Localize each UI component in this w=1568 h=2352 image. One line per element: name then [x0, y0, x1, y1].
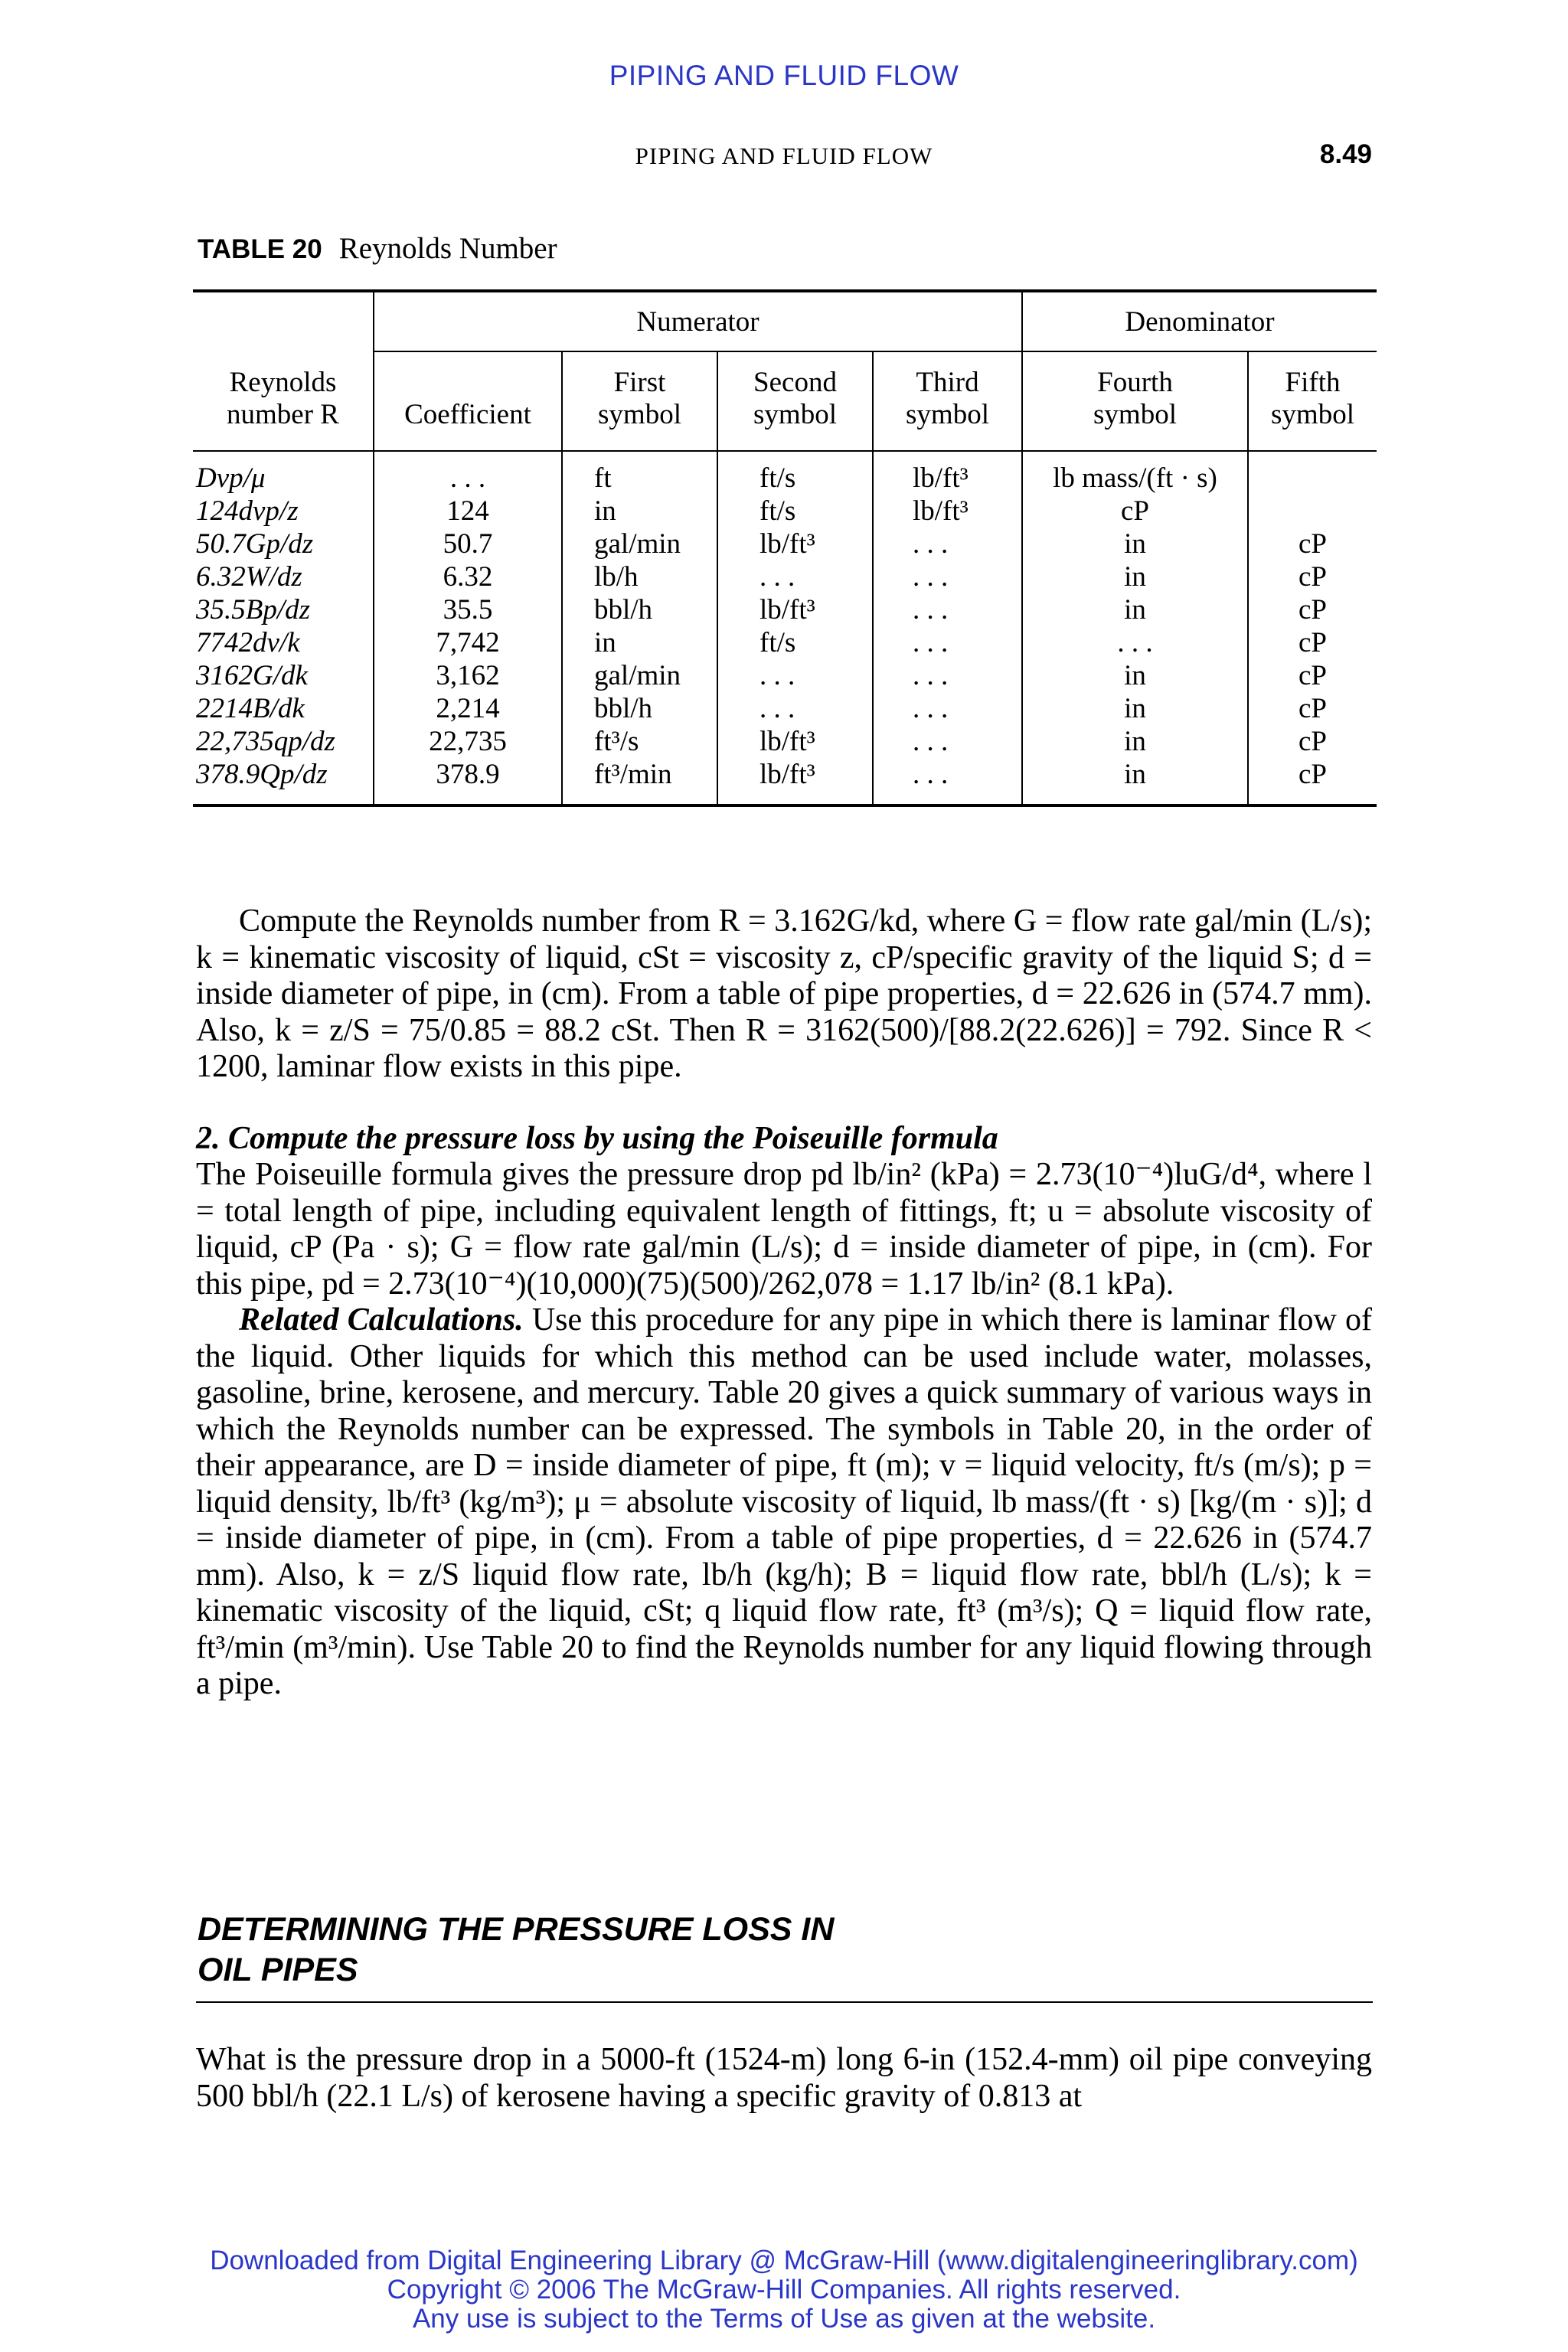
col-header-second-symbol: Second symbol	[753, 367, 837, 430]
row-5-fifth-symbol: cP	[1298, 627, 1327, 658]
row-9-third-symbol: . . .	[913, 759, 949, 790]
section-heading-line-1: DETERMINING THE PRESSURE LOSS IN	[198, 1911, 835, 1948]
related-calculations-text: Use this procedure for any pipe in which there is laminar flow of the liquid. Other liquids for which this method can be used include water, molasses, gasoline, brine, kerosene, and mercury. Table 20 gives a quick summary of various ways in which the Reynolds number can be expressed. The symbols in Table 20, in the order of their appearance, are D = inside diameter of pipe, ft (m); v = liquid velocity, ft/s (m/s); p = liquid density, lb/ft³ (kg/m³); μ = absolute viscosity of liquid, lb mass/(ft · s) [kg/(m · s)]; d = inside diameter of pipe, in (cm). From a table of pipe properties, d = 22.626 in (574.7 mm). Also, k = z/S liquid flow rate, lb/h (kg/h); B = liquid flow rate, bbl/h (L/s); k = kinematic viscosity of the liquid, cSt; q liquid flow rate, ft³ (m³/s); Q = liquid flow rate, ft³/min (m³/min). Use Table 20 to find the Reynolds number for any liquid flowing through a pipe.	[196, 1302, 1372, 1701]
row-8-fifth-symbol: cP	[1298, 726, 1327, 757]
row-2-coefficient: 50.7	[443, 528, 493, 560]
section-heading-line-2: OIL PIPES	[198, 1952, 358, 1988]
row-4-third-symbol: . . .	[913, 594, 949, 626]
row-9-first-symbol: ft³/min	[594, 759, 672, 790]
header-bottom-rule	[193, 450, 1377, 452]
row-7-reynolds: 2214B/dk	[196, 693, 305, 724]
row-6-third-symbol: . . .	[913, 660, 949, 691]
step-2-heading	[196, 1121, 1372, 1158]
row-4-fourth-symbol: in	[1124, 594, 1146, 626]
group-underline-numerator	[374, 351, 1021, 352]
row-6-second-symbol: . . .	[760, 660, 795, 691]
row-2-first-symbol: gal/min	[594, 528, 681, 560]
row-1-second-symbol: ft/s	[760, 495, 796, 527]
row-7-second-symbol: . . .	[760, 693, 795, 724]
group-underline-denominator	[1023, 351, 1377, 352]
row-5-fourth-symbol: . . .	[1117, 627, 1153, 658]
row-8-second-symbol: lb/ft³	[760, 726, 815, 757]
paragraph-reynolds-computation: Compute the Reynolds number from R = 3.162G/kd, where G = flow rate gal/min (L/s); k = kinematic viscosity of liquid, cSt = viscosity z, cP/specific gravity of the liquid S; d = inside diameter of pipe, in (cm). From a table of pipe properties, d = 22.626 in (574.7 mm). Also, k = z/S = 75/0.85 = 88.2 cSt. Then R = 3162(500)/[88.2(22.626)] = 792. Since R < 1200, laminar flow exists in this pipe.	[196, 903, 1372, 1084]
step-2-number: 2.	[196, 1120, 220, 1156]
row-5-reynolds: 7742dv/k	[196, 627, 300, 658]
paragraph-poiseuille: The Poiseuille formula gives the pressure drop pd lb/in² (kPa) = 2.73(10⁻⁴)luG/d⁴, where l = total length of pipe, including equivalent length of fittings, ft; u = absolute viscosity of liquid, cP (Pa · s); G = flow rate gal/min (L/s); d = inside diameter of pipe, in (cm). For this pipe, pd = 2.73(10⁻⁴)(10,000)(75)(500)/262,078 = 1.17 lb/in² (8.1 kPa).	[196, 1157, 1372, 1302]
footer-line-3: Any use is subject to the Terms of Use as given at the website.	[412, 2304, 1156, 2334]
row-0-reynolds: Dvp/μ	[196, 462, 266, 494]
row-0-third-symbol: lb/ft³	[913, 462, 969, 494]
row-5-first-symbol: in	[594, 627, 616, 658]
row-8-coefficient: 22,735	[429, 726, 507, 757]
row-4-first-symbol: bbl/h	[594, 594, 653, 626]
row-1-first-symbol: in	[594, 495, 616, 527]
body-text	[196, 903, 1372, 1703]
row-0-first-symbol: ft	[594, 462, 612, 494]
row-3-reynolds: 6.32W/dz	[196, 561, 302, 593]
row-0-coefficient: . . .	[449, 462, 486, 494]
section-rule	[196, 2001, 1373, 2003]
row-6-first-symbol: gal/min	[594, 660, 681, 691]
row-9-fifth-symbol: cP	[1298, 759, 1327, 790]
row-2-second-symbol: lb/ft³	[760, 528, 815, 560]
row-8-third-symbol: . . .	[913, 726, 949, 757]
row-4-second-symbol: lb/ft³	[760, 594, 815, 626]
row-5-second-symbol: ft/s	[760, 627, 796, 658]
row-3-second-symbol: . . .	[760, 561, 795, 593]
row-7-fifth-symbol: cP	[1298, 693, 1327, 724]
row-3-third-symbol: . . .	[913, 561, 949, 593]
row-2-fourth-symbol: in	[1124, 528, 1146, 560]
row-8-fourth-symbol: in	[1124, 726, 1146, 757]
col-header-reynolds: Reynolds number R	[227, 367, 339, 430]
row-6-fifth-symbol: cP	[1298, 660, 1327, 691]
row-2-fifth-symbol: cP	[1298, 528, 1327, 560]
row-7-fourth-symbol: in	[1124, 693, 1146, 724]
row-7-third-symbol: . . .	[913, 693, 949, 724]
footer	[0, 2246, 1568, 2334]
row-9-second-symbol: lb/ft³	[760, 759, 815, 790]
row-2-reynolds: 50.7Gp/dz	[196, 528, 314, 560]
row-1-fourth-symbol: cP	[1121, 495, 1149, 527]
top-banner: PIPING AND FLUID FLOW	[609, 60, 959, 91]
row-6-coefficient: 3,162	[436, 660, 500, 691]
col-header-third-symbol: Third symbol	[906, 367, 989, 430]
row-6-fourth-symbol: in	[1124, 660, 1146, 691]
footer-line-2: Copyright © 2006 The McGraw-Hill Companies. All rights reserved.	[387, 2275, 1181, 2305]
step-2-title: Compute the pressure loss by using the Poiseuille formula	[228, 1120, 998, 1156]
table-caption	[198, 231, 557, 266]
paragraph-related-calculations	[196, 1302, 1372, 1703]
running-head: PIPING AND FLUID FLOW	[635, 142, 933, 169]
footer-line-1[interactable]: Downloaded from Digital Engineering Library @ McGraw-Hill (www.digitalengineeringlibrary.com)	[210, 2246, 1358, 2275]
row-7-first-symbol: bbl/h	[594, 693, 653, 724]
row-1-reynolds: 124dvp/z	[196, 495, 299, 527]
row-8-reynolds: 22,735qp/dz	[196, 726, 335, 757]
related-calculations-label: Related Calculations.	[239, 1302, 524, 1338]
row-2-third-symbol: . . .	[913, 528, 949, 560]
section-heading	[198, 1909, 1423, 1991]
row-7-coefficient: 2,214	[436, 693, 500, 724]
row-9-fourth-symbol: in	[1124, 759, 1146, 790]
row-9-reynolds: 378.9Qp/dz	[196, 759, 328, 790]
row-6-reynolds: 3162G/dk	[196, 660, 308, 691]
row-5-coefficient: 7,742	[436, 627, 500, 658]
row-3-first-symbol: lb/h	[594, 561, 639, 593]
row-4-coefficient: 35.5	[443, 594, 493, 626]
col-header-first-symbol: First symbol	[598, 367, 681, 430]
page-number: 8.49	[1319, 139, 1372, 169]
col-header-fourth-symbol: Fourth symbol	[1093, 367, 1177, 430]
row-4-reynolds: 35.5Bp/dz	[196, 594, 311, 626]
group-header-denominator: Denominator	[1125, 306, 1275, 338]
row-9-coefficient: 378.9	[436, 759, 500, 790]
row-0-second-symbol: ft/s	[760, 462, 796, 494]
row-3-fifth-symbol: cP	[1298, 561, 1327, 593]
row-8-first-symbol: ft³/s	[594, 726, 639, 757]
table-label: TABLE 20	[198, 234, 322, 264]
group-header-numerator: Numerator	[636, 306, 760, 338]
table-bottom-rule	[193, 804, 1377, 807]
row-1-coefficient: 124	[446, 495, 489, 527]
row-5-third-symbol: . . .	[913, 627, 949, 658]
section-intro-text: What is the pressure drop in a 5000-ft (1524-m) long 6-in (152.4-mm) oil pipe conveying 500 bbl/h (22.1 L/s) of kerosene having a specific gravity of 0.813 at	[196, 2042, 1372, 2114]
table-top-rule	[193, 289, 1377, 292]
row-3-coefficient: 6.32	[443, 561, 493, 593]
row-3-fourth-symbol: in	[1124, 561, 1146, 593]
col-header-fifth-symbol: Fifth symbol	[1271, 367, 1354, 430]
row-1-third-symbol: lb/ft³	[913, 495, 969, 527]
table-title: Reynolds Number	[338, 232, 557, 265]
col-header-coefficient: Coefficient	[404, 399, 531, 430]
row-4-fifth-symbol: cP	[1298, 594, 1327, 626]
row-0-fourth-symbol: lb mass/(ft · s)	[1053, 462, 1217, 494]
